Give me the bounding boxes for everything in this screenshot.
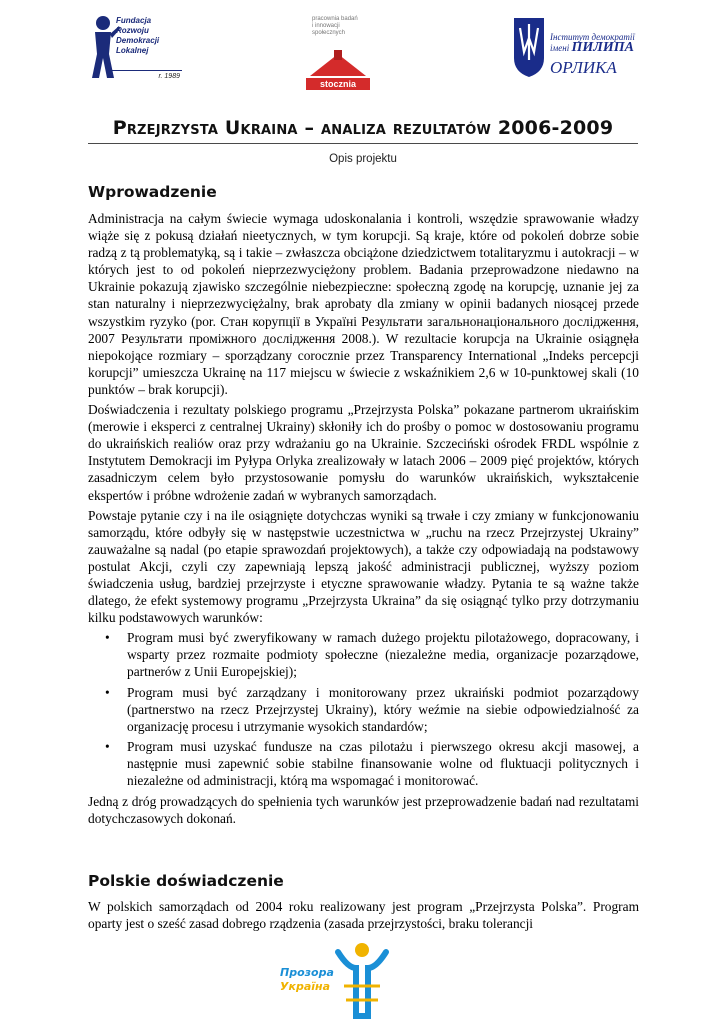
orlyk-line3: ОРЛИКА <box>550 58 617 77</box>
frdl-name-line2: Demokracji Lokalnej <box>116 36 160 55</box>
frdl-logo <box>90 14 186 82</box>
polish-section <box>88 898 639 935</box>
list-item: • Program musi uzyskać fundusze na czas pilotażu i pierwszego okresu akcji masowej, a następnie musi zapewnić sobie stabilne finansowanie wolne od fluktuacji politycznych i niezależne od administracji, którą ma wspomagać i monitorować. <box>127 738 639 789</box>
header-logos <box>0 0 725 100</box>
orlyk-line1: Інститут демократії <box>550 32 635 42</box>
stocznia-tagline-line3: społecznych <box>312 30 346 36</box>
orlyk-line2-name: ПИЛИПА <box>571 40 634 55</box>
intro-section <box>88 210 639 830</box>
frdl-year: r. 1989 <box>158 73 180 80</box>
stocznia-name: stocznia <box>306 78 370 90</box>
section-heading-polish-experience: Polskie doświadczenie <box>88 872 284 890</box>
orlyk-shield-icon <box>512 16 546 78</box>
paragraph-3: Powstaje pytanie czy i na ile osiągnięte dotychczas wyniki są trwałe i czy zmiany w funkcjonowaniu samorządu, które odbyły się w następstwie uczestnictwa w „ruchu na rzecz Przejrzystej Ukrainy” zauważalne są nadal (po etapie sprawozdań projektowych), a także czy odpowiadają na podstawowy postulat Akcji, czyli czy zapewniają lepszą jakość administracji publicznej, wyższy poziom świadczenia usług, bardziej przejrzyste i etyczne sprawowanie władzy. Pytania te są ważne także dlatego, że efekt systemowy programu „Przejrzysta Ukraina” da się osiągnąć tylko przy dotrzymaniu kilku podstawowych warunków: <box>88 507 639 626</box>
frdl-rule <box>112 70 182 71</box>
paragraph-4: Jedną z dróg prowadzących do spełnienia tych warunków jest przeprowadzenie badań nad rezultatami dotychczasowych dokonań. <box>88 794 639 827</box>
document-subtitle: Opis projektu <box>329 153 397 165</box>
prozora-ukraina-logo <box>276 938 392 1022</box>
prozora-line2: Україна <box>280 980 331 993</box>
title-divider <box>88 143 638 144</box>
orlyk-line2-prefix: імені <box>550 43 572 53</box>
frdl-name-line1: Fundacja Rozwoju <box>116 16 152 35</box>
orlyk-line2 <box>550 40 634 56</box>
conditions-list <box>88 629 639 789</box>
list-item: • Program musi być zweryfikowany w ramach dużego projektu pilotażowego, dopracowany, i wsparty przez rozmaite podmioty społeczne (niezależne media, organizacje pozarządowe, partnerów z Unii Europejskiej); <box>127 629 639 680</box>
paragraph-2: Doświadczenia i rezultaty polskiego programu „Przejrzysta Polska” pokazane partnerom ukraińskim (merowie i eksperci z centralnej Ukrainy) skłoniły ich do prośby o pomoc w dostosowaniu programu do ukraińskich realiów oraz przy wdrażaniu go na Ukrainie. Szczeciński ośrodek FRDL wspólnie z Instytutem Demokracji im Pyłypa Orlyka zrealizowały w latach 2006 – 2009 pięć projektów, których zasadniczym celem było przystosowanie pomysłu do warunków ukraińskich, wykształcenie ekspertów i próbne wdrożenie zadań w wybranych samorządach. <box>88 402 639 503</box>
orlyk-logo <box>512 12 636 86</box>
stocznia-tagline-line1: pracownia badań <box>312 16 358 22</box>
prozora-line1: Прозора <box>280 966 334 979</box>
stocznia-tagline-line2: i innowacji <box>312 23 340 29</box>
stocznia-roof-icon <box>306 50 370 76</box>
paragraph-1: Administracja na całym świecie wymaga udoskonalania i kontroli, wszędzie sprawowanie władzy wiąże się z pokusą działań nieetycznych, w tym korupcji. Są kraje, które od pokoleń dobrze sobie radzą z tą problematyką, są i takie – zwłaszcza obciążone dziedzictwem totalitaryzmu i autokracji – w których jest to od pokoleń nieprzezwyciężony problem. Badania przeprowadzone niedawno na Ukrainie pokazują zjawisko szczególnie niebezpieczne: społeczną zgodę na korupcję, uznanie jej za stan naturalny i nieprzezwyciężalny, brak aprobaty dla zmiany w opinii badanych niosącej przede wszystkim ryzyko (por. Стан корупції в Україні Результати загальнонаціонального дослідження, 2007 Результати проміжного дослідження 2008.). W rezultacie korupcja na Ukrainie osiągnęła niepokojące rozmiary – sporządzany corocznie przez Transparency International „Indeks percepcji korupcji” umieszcza Ukrainę na 117 miejscu w świecie z wskaźnikiem 2,6 w 10-punktowej skali (10 punktów – brak korupcji). <box>88 211 639 397</box>
paragraph-5: W polskich samorządach od 2004 roku realizowany jest program „Przejrzysta Polska”. Program oparty jest o sześć zasad dobrego rządzenia (zasada przejrzystości, braku tolerancji <box>88 899 639 932</box>
stocznia-logo <box>306 16 370 92</box>
frdl-name <box>116 16 186 56</box>
list-item: • Program musi być zarządzany i monitorowany przez ukraiński podmiot pozarządowy (partnerstwo na rzecz Przejrzystej Ukrainy), który weźmie na siebie odpowiedzialność za organizację procesu i utrzymanie wysokich standardów; <box>127 684 639 735</box>
document-title: Przejrzysta Ukraina – analiza rezultatów 2006-2009 <box>112 117 614 139</box>
section-heading-intro: Wprowadzenie <box>88 183 217 201</box>
stocznia-tagline <box>312 16 358 37</box>
